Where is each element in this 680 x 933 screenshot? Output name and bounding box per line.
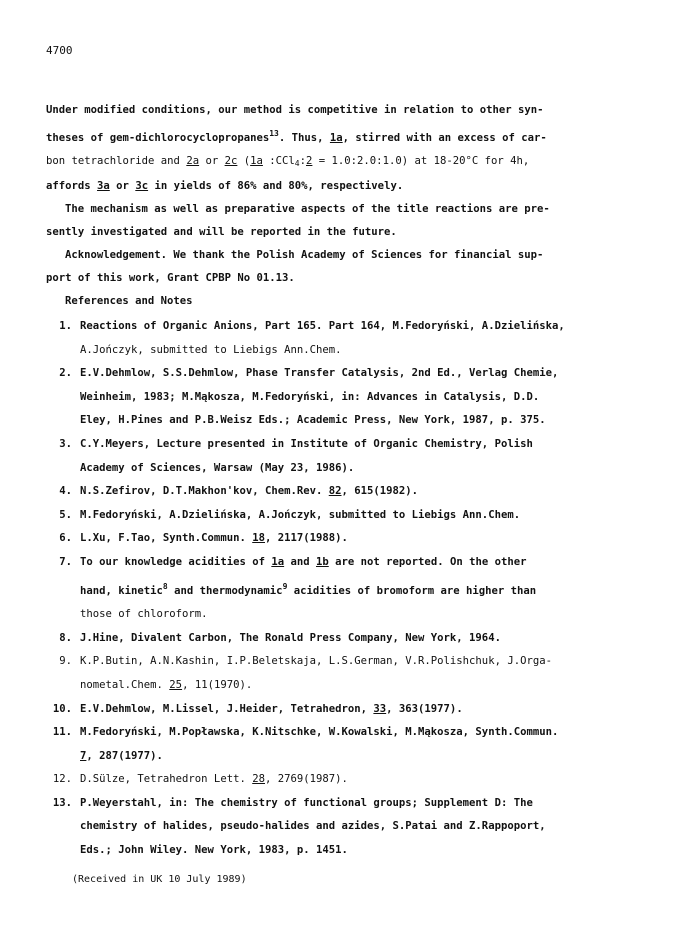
text-run: , 2117(1988). [264, 532, 348, 545]
reference-number: 12. [52, 773, 72, 786]
text-run: To our knowledge acidities of [80, 555, 272, 568]
reference-6 [46, 527, 646, 551]
compound-label: 2a [186, 155, 200, 167]
paragraph-1-line-4 [46, 175, 646, 198]
reference-11 [46, 721, 646, 768]
reference-12 [46, 768, 646, 792]
reference-8 [46, 627, 646, 651]
reference-10 [46, 698, 646, 722]
text-run: and thermodynamic [167, 584, 283, 597]
volume-number: 25 [169, 678, 183, 691]
reference-number: 10. [52, 702, 72, 715]
reference-text [80, 480, 646, 504]
reference-number: 6. [59, 532, 72, 545]
compound-label: 1b [316, 555, 329, 568]
reference-line [80, 551, 646, 575]
volume-number: 28 [252, 773, 265, 786]
reference-text [80, 527, 646, 551]
reference-text [80, 627, 646, 651]
text-run: E.V.Dehmlow, M.Lissel, J.Heider, Tetrahedron, [80, 702, 374, 715]
compound-label: 3a [97, 180, 110, 192]
reference-number: 2. [59, 367, 72, 380]
reference-number: 4. [59, 485, 72, 498]
reference-number: 11. [52, 726, 72, 739]
reference-line [80, 575, 646, 604]
text-run: , 363(1977). [386, 702, 463, 715]
text-run: theses of gem-dichlorocyclopropanes [46, 132, 270, 144]
compound-label: 1a [271, 555, 285, 568]
text-run: or [199, 155, 225, 167]
footnote-ref: 8 [162, 581, 168, 591]
text-run: are not reported. On the other [328, 555, 527, 568]
reference-line: those of chloroform. [80, 608, 208, 621]
text-run: : [299, 155, 307, 167]
subscript: 4 [294, 159, 300, 168]
reference-line: K.P.Butin, A.N.Kashin, I.P.Beletskaja, L.S.German, V.R.Polishchuk, J.Orga- [80, 655, 552, 668]
paragraph-2-line-2: sently investigated and will be reported in the future. [46, 226, 397, 238]
text-run: L.Xu, F.Tao, Synth.Commun. [80, 532, 253, 545]
reference-text [80, 721, 646, 768]
compound-label: 1a [329, 132, 343, 144]
reference-line: M.Fedoryński, A.Dzielińska, A.Jończyk, submitted to Liebigs Ann.Chem. [80, 508, 521, 521]
compound-label: 1a [250, 155, 263, 167]
reference-line: P.Weyerstahl, in: The chemistry of functional groups; Supplement D: The [80, 796, 533, 809]
reference-line: C.Y.Meyers, Lecture presented in Institute of Organic Chemistry, Polish [80, 437, 533, 450]
reference-line [80, 768, 646, 792]
reference-2 [46, 362, 646, 433]
text-run: hand, kinetic [80, 584, 163, 597]
footnote-ref: 13 [269, 129, 279, 138]
reference-1 [46, 315, 646, 362]
text-run: and [284, 555, 316, 568]
reference-line: Eds.; John Wiley. New York, 1983, p. 1451. [80, 844, 348, 857]
references-list [46, 315, 646, 863]
reference-text [80, 650, 646, 697]
reference-line: M.Fedoryński, M.Popławska, K.Nitschke, W.Kowalski, M.Mąkosza, Synth.Commun. [80, 726, 559, 739]
reference-number: 3. [59, 437, 72, 450]
reference-line: A.Jończyk, submitted to Liebigs Ann.Chem. [80, 343, 342, 356]
reference-text [80, 792, 646, 863]
text-run: D.Sülze, Tetrahedron Lett. [80, 773, 253, 786]
reference-9 [46, 650, 646, 697]
paragraph-1-line-1: Under modified conditions, our method is competitive in relation to other syn- [46, 104, 544, 116]
body-text [46, 99, 646, 313]
page-number: 4700 [46, 44, 73, 57]
volume-number: 18 [252, 532, 265, 545]
text-run: = 1.0:2.0:1.0) at 18-20°C for 4h, [312, 155, 530, 167]
text-run: in yields of 86% and 80%, respectively. [148, 180, 404, 192]
reference-text [80, 315, 646, 362]
reference-number: 5. [59, 508, 72, 521]
reference-line [80, 745, 646, 769]
text-run: , 11(1970). [182, 678, 253, 691]
paragraph-1-line-2 [46, 122, 646, 150]
reference-4 [46, 480, 646, 504]
compound-label: 2c [224, 155, 238, 167]
reference-line: Eley, H.Pines and P.B.Weisz Eds.; Academic Press, New York, 1987, p. 375. [80, 414, 546, 427]
text-run: N.S.Zefirov, D.T.Makhon'kov, Chem.Rev. [80, 485, 329, 498]
text-run: . Thus, [278, 132, 330, 144]
text-run: affords [46, 180, 98, 192]
reference-text [80, 504, 646, 528]
reference-13 [46, 792, 646, 863]
volume-number: 33 [373, 702, 387, 715]
text-run: or [109, 180, 136, 192]
text-run: bon tetrachloride and [46, 155, 187, 167]
paragraph-2-line-1: The mechanism as well as preparative aspects of the title reactions are pre- [65, 203, 550, 215]
reference-5 [46, 504, 646, 528]
text-run: nometal.Chem. [80, 678, 170, 691]
reference-number: 9. [59, 655, 72, 668]
reference-line [80, 674, 646, 698]
reference-line [80, 480, 646, 504]
reference-number: 13. [52, 796, 72, 809]
paragraph-3-line-2: port of this work, Grant CPBP No 01.13. [46, 272, 295, 284]
volume-number: 7 [80, 749, 87, 762]
text-run: , 615(1982). [341, 485, 419, 498]
compound-label: 3c [135, 180, 149, 192]
reference-number: 1. [59, 320, 72, 332]
reference-line: Reactions of Organic Anions, Part 165. Part 164, M.Fedoryński, A.Dzielińska, [80, 320, 565, 332]
text-run: , stirred with an excess of car- [342, 132, 547, 144]
reference-line: Academy of Sciences, Warsaw (May 23, 1986). [80, 461, 355, 474]
text-run: , 2769(1987). [264, 773, 348, 786]
reference-text [80, 433, 646, 480]
volume-number: 82 [328, 485, 342, 498]
reference-line [80, 698, 646, 722]
reference-7 [46, 551, 646, 627]
reference-number: 7. [59, 555, 72, 568]
reference-number: 8. [59, 631, 72, 644]
paragraph-3-line-1: Acknowledgement. We thank the Polish Academy of Sciences for financial sup- [65, 249, 544, 261]
compound-label: 2 [306, 155, 313, 167]
reference-text [80, 362, 646, 433]
reference-line: chemistry of halides, pseudo-halides and azides, S.Patai and Z.Rappoport, [80, 820, 546, 833]
reference-text [80, 551, 646, 627]
text-run: :CCl [262, 155, 295, 167]
references-heading: References and Notes [65, 295, 193, 307]
reference-line [80, 527, 646, 551]
footnote-ref: 9 [282, 581, 288, 591]
reference-text [80, 768, 646, 792]
text-run: ( [237, 155, 251, 167]
text-run: , 287(1977). [86, 749, 163, 762]
paragraph-1-line-3 [46, 150, 646, 175]
reference-text [80, 698, 646, 722]
reference-3 [46, 433, 646, 480]
reference-line: J.Hine, Divalent Carbon, The Ronald Press Company, New York, 1964. [80, 631, 501, 644]
text-run: acidities of bromoform are higher than [287, 584, 537, 597]
reference-line: Weinheim, 1983; M.Mąkosza, M.Fedoryński, in: Advances in Catalysis, D.D. [80, 390, 540, 403]
reference-line: E.V.Dehmlow, S.S.Dehmlow, Phase Transfer Catalysis, 2nd Ed., Verlag Chemie, [80, 367, 559, 380]
received-date: (Received in UK 10 July 1989) [72, 874, 247, 885]
